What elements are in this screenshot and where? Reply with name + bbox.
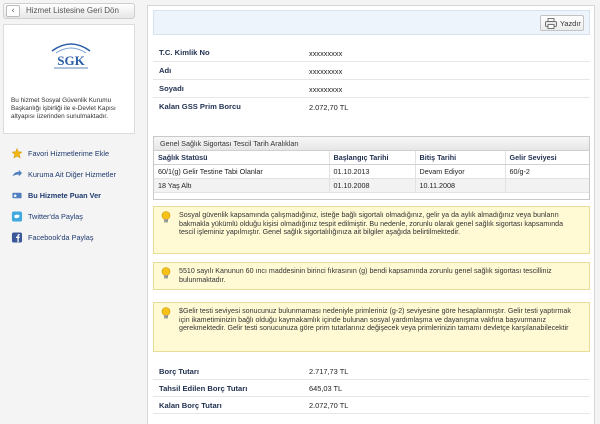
share-facebook-link[interactable] — [3, 230, 135, 251]
last-name-value: xxxxxxxxx — [309, 85, 343, 94]
remaining-debt-label: Kalan Borç Tutarı — [159, 401, 222, 410]
tc-kimlik-label: T.C. Kimlik No — [159, 48, 210, 57]
main-content — [147, 5, 595, 424]
remaining-debt-row — [153, 397, 590, 414]
remaining-debt-value: 2.072,70 TL — [309, 401, 349, 410]
table-cell: 01.10.2013 — [329, 165, 415, 179]
remaining-gss-debt-value: 2.072,70 TL — [309, 103, 349, 112]
facebook-icon — [11, 232, 23, 243]
table-cell — [505, 179, 589, 193]
tc-kimlik-value: xxxxxxxxx — [309, 49, 343, 58]
table-cell: 60/g-2 — [505, 165, 589, 179]
first-name-label: Adı — [159, 66, 172, 75]
first-name-value: xxxxxxxxx — [309, 67, 343, 76]
sidebar — [0, 0, 138, 424]
column-header: Sağlık Statüsü — [154, 151, 329, 165]
table-cell: 60/1(g) Gelir Testine Tabi Olanlar — [154, 165, 329, 179]
sidebar-links — [3, 146, 135, 251]
table-cell: 01.10.2008 — [329, 179, 415, 193]
table-header-row — [154, 151, 589, 165]
lightbulb-icon — [161, 307, 171, 320]
table-cell: Devam Ediyor — [415, 165, 505, 179]
lightbulb-icon — [161, 211, 171, 224]
gss-registration-table — [154, 151, 589, 193]
debt-amount-value: 2.717,73 TL — [309, 367, 349, 376]
collected-debt-value: 645,03 TL — [309, 384, 343, 393]
debt-amount-row — [153, 363, 590, 380]
tc-kimlik-row — [153, 44, 590, 62]
other-services-link[interactable] — [3, 167, 135, 188]
remaining-gss-debt-row — [153, 98, 590, 116]
first-name-row — [153, 62, 590, 80]
twitter-icon — [11, 211, 23, 222]
sgk-logo — [46, 37, 96, 75]
info-note-law — [153, 262, 590, 290]
back-button-label: Hizmet Listesine Geri Dön — [26, 6, 119, 15]
info-note-text: Sosyal güvenlik kapsamında çalışmadığınız, isteğe bağlı sigortalı olmadığınız, gelir ya da aylık almadığınız veya bunların bakmakla yükümlü olduğu kişisi olmadığınız tespit edilmiştir. Bu nedenle, zorunlu olarak genel sağlık sigortası kapsamında tescil işleminiz yapılmıştır. Genel sağlık sigortalılığınıza ait bilgiler aşağıda belirtilmektedir. — [179, 211, 564, 237]
debt-amount-label: Borç Tutarı — [159, 367, 199, 376]
rate-service-label: Bu Hizmete Puan Ver — [28, 191, 101, 200]
add-to-favorites-label: Favori Hizmetlerime Ekle — [28, 149, 110, 158]
share-twitter-label: Twitter'da Paylaş — [28, 212, 83, 221]
back-to-service-list-button[interactable] — [3, 3, 135, 19]
info-note-text: 5510 sayılı Kanunun 60 ıncı maddesinin birinci fıkrasının (g) bendi kapsamında zorunlu genel sağlık sigortası tescilliniz bulunmaktadır. — [179, 267, 552, 284]
collected-debt-label: Tahsil Edilen Borç Tutarı — [159, 384, 248, 393]
table-cell: 18 Yaş Altı — [154, 179, 329, 193]
column-header: Bitiş Tarihi — [415, 151, 505, 165]
gss-panel-title: Genel Sağlık Sigortası Tescil Tarih Aralıkları — [154, 137, 589, 151]
share-twitter-link[interactable] — [3, 209, 135, 230]
institution-info-box — [3, 24, 135, 134]
gss-registration-panel — [153, 136, 590, 200]
info-note-registration — [153, 206, 590, 254]
rating-icon — [11, 190, 23, 201]
last-name-row — [153, 80, 590, 98]
collected-debt-row — [153, 380, 590, 397]
printer-icon — [545, 18, 557, 29]
institution-info-text: Bu hizmet Sosyal Güvenlik Kurumu Başkanlığı işbirliği ile e-Devlet Kapısı altyapısı üzerinden sunulmaktadır. — [11, 97, 116, 121]
info-note-income-test — [153, 302, 590, 352]
remaining-gss-debt-label: Kalan GSS Prim Borcu — [159, 102, 241, 111]
print-button[interactable] — [540, 15, 584, 31]
table-row — [154, 165, 589, 179]
svg-text:SGK: SGK — [57, 53, 85, 68]
column-header: Başlangıç Tarihi — [329, 151, 415, 165]
add-to-favorites-link[interactable] — [3, 146, 135, 167]
lightbulb-icon — [161, 267, 171, 280]
other-services-label: Kuruma Ait Diğer Hizmetler — [28, 170, 116, 179]
toolbar — [153, 10, 590, 35]
column-header: Gelir Seviyesi — [505, 151, 589, 165]
chevron-left-icon: ‹ — [6, 5, 20, 17]
last-name-label: Soyadı — [159, 84, 184, 93]
star-icon — [11, 148, 23, 159]
table-cell: 10.11.2008 — [415, 179, 505, 193]
table-row — [154, 179, 589, 193]
share-facebook-label: Facebook'da Paylaş — [28, 233, 94, 242]
print-button-label: Yazdır — [560, 19, 581, 28]
arrow-icon — [11, 169, 23, 180]
info-note-text: $Gelir testi seviyesi sonucunuz bulunmaması nedeniyle primleriniz (g-2) seviyesine göre hesaplanmıştır. Gelir testi yaptırmak için ikametiminizin bağlı olduğu kaymakamlık içinde bulunan sosyal yardımlaşma ve dayanışma vakfına başvurmanız gerekmektedir. Gelir testi sonucunuza göre prim tutarlarınız değişecek veya primlerinizin tamamı devletçe karşılanabilecektir — [179, 307, 571, 333]
rate-service-link[interactable] — [3, 188, 135, 209]
